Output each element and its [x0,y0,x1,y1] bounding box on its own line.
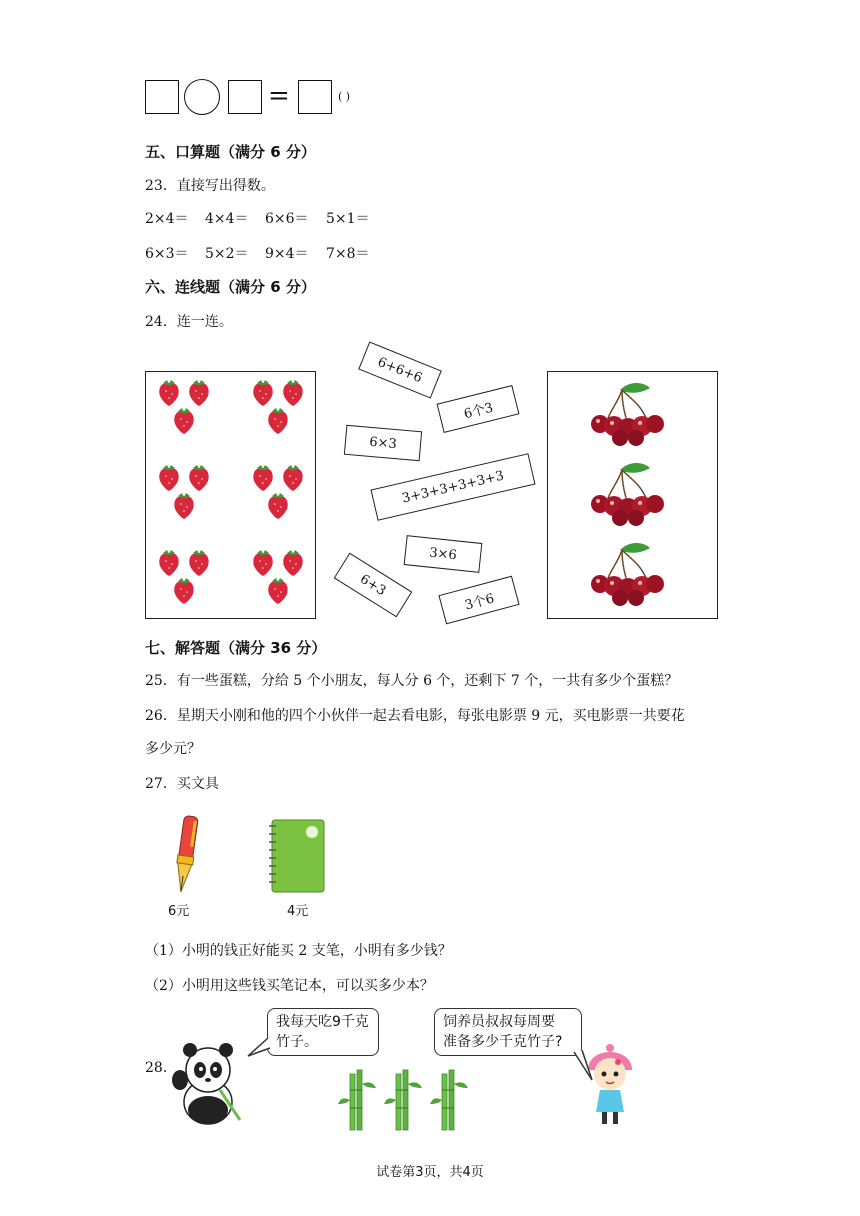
q26-text-line2: 多少元？ [145,741,201,757]
blank-box-2 [228,80,262,114]
match-card[interactable]: 6×3 [344,425,422,462]
cherry-icon-group [548,372,717,618]
strawberry-icon-group [146,372,315,618]
pen-price: 6元 [168,904,190,919]
strawberry-panel [145,371,316,619]
bubble-tail-icon [246,1036,272,1060]
cherry-panel [547,371,718,619]
bubble-tail-icon [572,1050,596,1084]
match-card[interactable]: 6个3 [437,385,520,433]
girl-bubble-line1: 饲养员叔叔每周要 [443,1014,555,1030]
match-card[interactable]: 3×6 [404,535,483,573]
calc-item: 5×2＝ [205,246,249,262]
girl-bubble-line2: 准备多少千克竹子? [443,1034,563,1050]
panda-icon [170,1040,246,1126]
equals-sign: = [268,81,290,111]
girl-speech-bubble [434,1008,582,1056]
match-card[interactable]: 3+3+3+3+3+3 [370,453,535,521]
calc-item: 6×3＝ [145,246,189,262]
section5-heading: 五、口算题（满分 6 分） [145,143,316,161]
match-card[interactable]: 6+3 [334,553,413,618]
calc-item: 9×4＝ [265,246,309,262]
calc-item: 7×8＝ [326,246,370,262]
q25-text: 25．有一些蛋糕，分给 5 个小朋友，每人分 6 个，还剩下 7 个，一共有多少个蛋糕？ [145,673,679,689]
q27-sub2: （2）小明用这些钱买笔记本，可以买多少本？ [145,978,434,994]
operator-circle [184,79,220,115]
page-footer: 试卷第3页，共4页 [376,1165,484,1180]
answer-paren: ( ) [338,90,351,103]
panda-bubble-line1: 我每天吃9千克 [276,1014,369,1030]
q28-number: 28. [145,1060,168,1076]
section7-heading: 七、解答题（满分 36 分） [145,639,327,657]
pen-icon [168,812,204,898]
panda-bubble-line2: 竹子。 [276,1034,318,1050]
notebook-icon [268,818,326,894]
notebook-price: 4元 [287,904,309,919]
calc-item: 4×4＝ [205,211,249,227]
bamboo-icon-group [336,1068,476,1132]
q27-sub1: （1）小明的钱正好能买 2 支笔，小明有多少钱？ [145,943,452,959]
q26-text-line1: 26．星期天小刚和他的四个小伙伴一起去看电影，每张电影票 9 元，买电影票一共要花 [145,708,685,724]
q27-text: 27．买文具 [145,776,219,792]
blank-box-3 [298,80,332,114]
match-card[interactable]: 6+6+6 [358,341,442,398]
q24-text: 24．连一连。 [145,314,233,330]
calc-item: 2×4＝ [145,211,189,227]
calc-item: 6×6＝ [265,211,309,227]
calc-item: 5×1＝ [326,211,370,227]
q23-text: 23．直接写出得数。 [145,178,275,194]
blank-box-1 [145,80,179,114]
section6-heading: 六、连线题（满分 6 分） [145,278,316,296]
match-card[interactable]: 3个6 [438,576,519,625]
panda-speech-bubble [267,1008,379,1056]
